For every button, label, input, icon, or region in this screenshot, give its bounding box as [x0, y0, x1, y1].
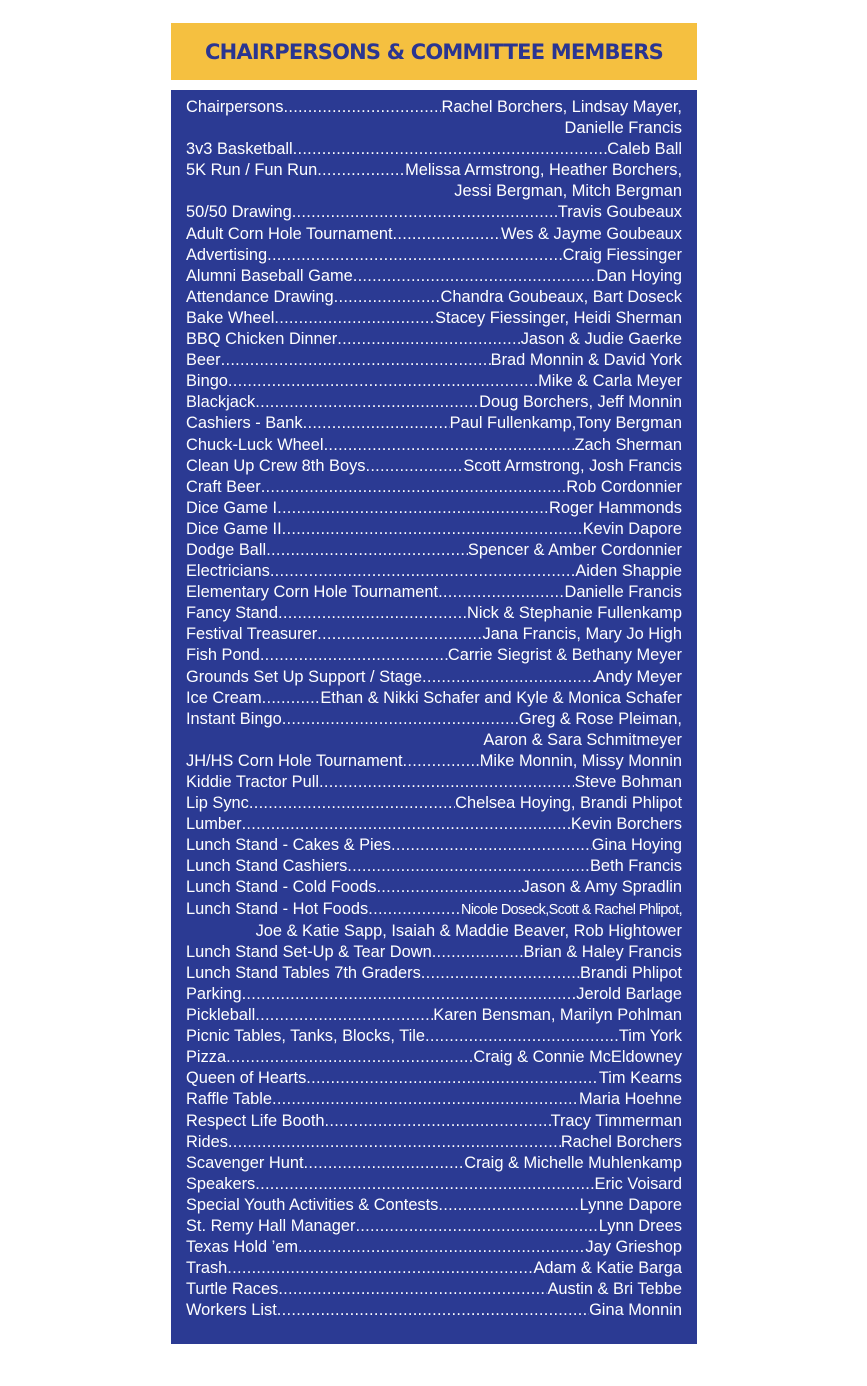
entry-line — [186, 603, 682, 624]
dot-leader — [242, 814, 571, 835]
committee-members: Dan Hoying — [596, 266, 682, 285]
committee-members: Kevin Dapore — [582, 519, 682, 538]
committee-members: Gina Hoying — [591, 836, 682, 855]
committee-members: Melissa Armstrong, Heather Borchers, — [405, 161, 682, 180]
entry-line — [186, 667, 682, 688]
committee-members: Caleb Ball — [607, 140, 682, 159]
committee-role: Kiddie Tractor Pull — [186, 773, 320, 791]
committee-list — [171, 90, 697, 1344]
committee-role: Ice Cream — [186, 688, 262, 707]
entry-line — [186, 688, 682, 709]
committee-entry — [186, 645, 682, 666]
entry-line — [186, 1005, 682, 1026]
entry-line — [186, 413, 682, 434]
entry-line — [186, 835, 682, 856]
committee-entry — [186, 97, 682, 139]
committee-entry — [186, 435, 682, 456]
committee-role: Scavenger Hunt — [186, 1153, 304, 1172]
committee-entry — [186, 709, 682, 751]
committee-entry — [186, 1132, 682, 1153]
dot-leader — [303, 413, 450, 434]
committee-role: Lunch Stand Cashiers — [186, 857, 348, 876]
committee-entry — [186, 413, 682, 434]
entry-line — [186, 1153, 682, 1174]
committee-members: Kevin Borchers — [570, 815, 682, 834]
committee-members: Paul Fullenkamp,Tony Bergman — [449, 414, 682, 433]
entry-line — [186, 1258, 682, 1279]
committee-role: Attendance Drawing — [186, 287, 334, 306]
entry-line — [186, 456, 682, 477]
committee-members: Wes & Jayme Goubeaux — [501, 224, 682, 243]
entry-line — [186, 561, 682, 582]
entry-line — [186, 1300, 682, 1321]
entry-line — [186, 624, 682, 645]
committee-members: Rob Cordonnier — [566, 477, 682, 496]
dot-leader — [292, 202, 558, 223]
entry-line — [186, 1237, 682, 1258]
entry-line — [186, 1132, 682, 1153]
dot-leader — [293, 139, 608, 160]
dot-leader — [317, 160, 405, 181]
committee-role: Pickleball — [186, 1006, 256, 1025]
entry-line — [186, 1047, 682, 1068]
committee-members: Tracy Timmerman — [550, 1111, 682, 1130]
committee-role: Chuck-Luck Wheel — [186, 435, 324, 454]
entry-line — [186, 1111, 682, 1132]
dot-leader — [393, 224, 501, 245]
entry-line — [186, 287, 682, 308]
committee-members: Lynn Drees — [598, 1216, 682, 1235]
committee-entry — [186, 1279, 682, 1300]
dot-leader — [282, 709, 519, 730]
dot-leader — [368, 899, 461, 920]
committee-role: Festival Treasurer — [186, 625, 318, 644]
dot-leader — [317, 624, 482, 645]
committee-members: Austin & Bri Tebbe — [547, 1280, 682, 1299]
committee-role: Lip Sync — [186, 794, 249, 813]
committee-role: Fancy Stand — [186, 604, 279, 623]
committee-role: Clean Up Crew 8th Boys — [186, 456, 366, 475]
dot-leader — [226, 1047, 473, 1068]
committee-role: Turtle Races — [186, 1280, 279, 1299]
dot-leader — [255, 1174, 594, 1195]
committee-entry — [186, 1258, 682, 1279]
dot-leader — [347, 856, 590, 877]
entry-line — [186, 519, 682, 540]
dot-leader — [228, 371, 538, 392]
committee-role: St. Remy Hall Manager — [186, 1216, 356, 1235]
committee-entry — [186, 1111, 682, 1132]
entry-line — [186, 308, 682, 329]
committee-members: Tim Kearns — [598, 1069, 682, 1088]
committee-role: Elementary Corn Hole Tournament — [186, 583, 439, 602]
dot-leader — [319, 772, 574, 793]
committee-role: Raffle Table — [186, 1090, 272, 1109]
entry-line — [186, 772, 682, 793]
committee-members: Greg & Rose Pleiman, — [518, 709, 682, 728]
dot-leader — [277, 498, 549, 519]
committee-role: Lunch Stand Set-Up & Tear Down — [186, 942, 432, 961]
committee-role: Speakers — [186, 1174, 256, 1193]
entry-line — [186, 329, 682, 350]
dot-leader — [266, 540, 468, 561]
entry-line — [186, 856, 682, 877]
dot-leader — [425, 1026, 619, 1047]
committee-role: 5K Run / Fun Run — [186, 161, 318, 180]
committee-members: Eric Voisard — [594, 1174, 682, 1193]
committee-entry — [186, 624, 682, 645]
committee-entry — [186, 984, 682, 1005]
dot-leader — [261, 477, 567, 498]
entry-line — [186, 942, 682, 963]
committee-members: Roger Hammonds — [549, 498, 682, 517]
committee-role: Blackjack — [186, 393, 256, 412]
committee-entry — [186, 160, 682, 202]
committee-entry — [186, 392, 682, 413]
dot-leader — [298, 1237, 585, 1258]
dot-leader — [270, 561, 576, 582]
committee-entry — [186, 540, 682, 561]
committee-entry — [186, 1026, 682, 1047]
committee-members: Jerold Barlage — [576, 984, 682, 1003]
committee-entry — [186, 1005, 682, 1026]
dot-leader — [260, 645, 448, 666]
committee-role: Beer — [186, 351, 221, 370]
committee-role: Grounds Set Up Support / Stage — [186, 667, 422, 686]
entry-line — [186, 1216, 682, 1237]
committee-role: Lunch Stand - Cakes & Pies — [186, 836, 391, 855]
committee-members: Mike Monnin, Missy Monnin — [479, 751, 682, 770]
entry-line — [186, 1279, 682, 1300]
committee-members: Chelsea Hoying, Brandi Phlipot — [455, 794, 682, 813]
dot-leader — [242, 984, 577, 1005]
committee-entry — [186, 350, 682, 371]
committee-role: Lunch Stand - Cold Foods — [186, 878, 377, 897]
committee-role: Rides — [186, 1132, 228, 1151]
committee-entry — [186, 266, 682, 287]
entry-line — [186, 877, 682, 898]
committee-role: Electricians — [186, 562, 270, 581]
committee-entry — [186, 308, 682, 329]
committee-members: Ethan & Nikki Schafer and Kyle & Monica Schafer — [320, 688, 682, 707]
entry-line — [186, 97, 682, 118]
committee-role: Respect Life Booth — [186, 1111, 325, 1130]
entry-line — [186, 814, 682, 835]
dot-leader — [376, 877, 521, 898]
committee-entry — [186, 477, 682, 498]
committee-entry — [186, 793, 682, 814]
committee-role: Workers List — [186, 1301, 277, 1320]
committee-entry — [186, 1300, 682, 1321]
dot-leader — [403, 751, 480, 772]
dot-leader — [304, 1153, 465, 1174]
committee-members: Jay Grieshop — [585, 1238, 682, 1257]
committee-members: Rachel Borchers, Lindsay Mayer, — [441, 98, 682, 116]
dot-leader — [262, 688, 321, 709]
committee-members: Jason & Judie Gaerke — [520, 330, 682, 349]
dot-leader — [277, 1300, 589, 1321]
committee-members: Doug Borchers, Jeff Monnin — [479, 393, 682, 412]
header-banner — [171, 23, 697, 80]
dot-leader — [422, 667, 595, 688]
committee-role: Fish Pond — [186, 646, 260, 665]
committee-entry — [186, 856, 682, 877]
committee-role: 3v3 Basketball — [186, 140, 293, 159]
committee-role: Alumni Baseball Game — [186, 266, 353, 285]
committee-members: Rachel Borchers — [560, 1132, 682, 1151]
dot-leader — [255, 392, 479, 413]
committee-entry — [186, 202, 682, 223]
entry-line — [186, 202, 682, 223]
dot-leader — [421, 963, 580, 984]
committee-entry — [186, 561, 682, 582]
committee-entry — [186, 835, 682, 856]
entry-line — [186, 751, 682, 772]
dot-leader — [334, 287, 441, 308]
committee-members-continued: Joe & Katie Sapp, Isaiah & Maddie Beaver, Rob Hightower — [255, 921, 682, 940]
dot-leader — [353, 266, 597, 287]
committee-role: Craft Beer — [186, 477, 261, 496]
entry-line — [186, 1068, 682, 1089]
entry-line — [186, 1026, 682, 1047]
committee-entry — [186, 224, 682, 245]
committee-entry — [186, 1047, 682, 1068]
committee-members: Jason & Amy Spradlin — [521, 878, 682, 897]
committee-entry — [186, 582, 682, 603]
committee-role: Lunch Stand Tables 7th Graders — [186, 963, 421, 982]
committee-entry — [186, 519, 682, 540]
committee-members: Lynne Dapore — [579, 1195, 682, 1214]
committee-entry — [186, 877, 682, 898]
committee-members: Adam & Katie Barga — [533, 1259, 682, 1278]
dot-leader — [325, 1111, 551, 1132]
entry-line — [186, 139, 682, 160]
dot-leader — [278, 603, 467, 624]
committee-members: Chandra Goubeaux, Bart Doseck — [440, 287, 682, 306]
entry-line — [186, 582, 682, 603]
committee-entry — [186, 1153, 682, 1174]
committee-role: Texas Hold ’em — [186, 1238, 299, 1257]
committee-role: Advertising — [186, 245, 268, 264]
committee-role: Cashiers - Bank — [186, 414, 303, 433]
entry-line — [186, 1174, 682, 1195]
entry-line — [186, 1195, 682, 1216]
committee-role: BBQ Chicken Dinner — [186, 330, 338, 349]
entry-line — [186, 1089, 682, 1110]
committee-members: Spencer & Amber Cordonnier — [467, 540, 682, 559]
committee-role: Bake Wheel — [186, 308, 275, 327]
committee-members: Gina Monnin — [589, 1301, 682, 1320]
committee-role: Dice Game I — [186, 498, 278, 517]
dot-leader — [283, 97, 441, 118]
committee-members: Nick & Stephanie Fullenkamp — [466, 604, 682, 623]
committee-entry — [186, 688, 682, 709]
committee-role: Pizza — [186, 1048, 227, 1067]
committee-members: Craig & Michelle Muhlenkamp — [464, 1153, 682, 1172]
committee-entry — [186, 899, 682, 942]
committee-role: Picnic Tables, Tanks, Blocks, Tile — [186, 1027, 425, 1046]
entry-line — [186, 709, 682, 730]
committee-members: Maria Hoehne — [579, 1090, 682, 1109]
committee-members: Zach Sherman — [574, 435, 682, 454]
page-title: CHAIRPERSONS & COMMITTEE MEMBERS — [205, 39, 663, 64]
dot-leader — [365, 456, 463, 477]
committee-members: Nicole Doseck,Scott & Rachel Phlipot, — [461, 901, 682, 918]
committee-members: Carrie Siegrist & Bethany Meyer — [447, 646, 682, 665]
committee-role: Parking — [186, 984, 242, 1003]
dot-leader — [272, 1089, 579, 1110]
dot-leader — [221, 350, 491, 371]
committee-role: Instant Bingo — [186, 709, 282, 728]
committee-entry — [186, 1237, 682, 1258]
committee-entry — [186, 371, 682, 392]
committee-entry — [186, 942, 682, 963]
dot-leader — [391, 835, 592, 856]
committee-entry — [186, 245, 682, 266]
dot-leader — [255, 1005, 433, 1026]
committee-members: Danielle Francis — [564, 583, 682, 602]
entry-line — [186, 645, 682, 666]
dot-leader — [324, 435, 575, 456]
committee-members: Mike & Carla Meyer — [538, 372, 682, 391]
entry-line — [186, 350, 682, 371]
committee-entry — [186, 1068, 682, 1089]
entry-line — [186, 498, 682, 519]
dot-leader — [267, 245, 563, 266]
committee-members: Travis Goubeaux — [557, 203, 682, 222]
committee-entry — [186, 1089, 682, 1110]
committee-entry — [186, 139, 682, 160]
committee-role: Lumber — [186, 815, 242, 834]
dot-leader — [337, 329, 521, 350]
committee-entry — [186, 772, 682, 793]
committee-entry — [186, 667, 682, 688]
entry-line — [186, 266, 682, 287]
committee-members: Tim York — [618, 1027, 682, 1046]
committee-entry — [186, 287, 682, 308]
dot-leader — [249, 793, 455, 814]
committee-role: Trash — [186, 1259, 228, 1278]
dot-leader — [282, 519, 583, 540]
committee-members: Scott Armstrong, Josh Francis — [463, 456, 682, 475]
committee-role: JH/HS Corn Hole Tournament — [186, 751, 403, 770]
committee-role: Lunch Stand - Hot Foods — [186, 899, 369, 918]
dot-leader — [355, 1216, 598, 1237]
entry-line — [186, 899, 682, 921]
entry-line — [186, 477, 682, 498]
committee-entry — [186, 498, 682, 519]
committee-members: Andy Meyer — [594, 667, 682, 686]
dot-leader — [227, 1258, 533, 1279]
entry-line — [186, 963, 682, 984]
committee-role: Chairpersons — [186, 98, 284, 116]
committee-role: Dodge Ball — [186, 540, 267, 559]
entry-line — [186, 371, 682, 392]
entry-line — [186, 435, 682, 456]
committee-entry — [186, 1195, 682, 1216]
committee-role: Adult Corn Hole Tournament — [186, 224, 393, 243]
committee-entry — [186, 603, 682, 624]
dot-leader — [438, 1195, 579, 1216]
committee-entry — [186, 751, 682, 772]
dot-leader — [274, 308, 435, 329]
dot-leader — [278, 1279, 547, 1300]
entry-line — [186, 392, 682, 413]
committee-members: Stacey Fiessinger, Heidi Sherman — [435, 308, 682, 327]
committee-members-continued: Danielle Francis — [564, 119, 682, 138]
entry-line — [186, 160, 682, 181]
committee-members: Brandi Phlipot — [579, 963, 682, 982]
dot-leader — [438, 582, 564, 603]
committee-entry — [186, 329, 682, 350]
committee-entry — [186, 456, 682, 477]
committee-entry — [186, 963, 682, 984]
committee-members: Brad Monnin & David York — [490, 351, 682, 370]
entry-line — [186, 984, 682, 1005]
dot-leader — [432, 942, 524, 963]
entry-line — [186, 793, 682, 814]
entry-line — [186, 540, 682, 561]
committee-members: Craig & Connie McEldowney — [473, 1048, 682, 1067]
committee-members: Beth Francis — [589, 857, 682, 876]
committee-members: Craig Fiessinger — [562, 245, 682, 264]
committee-entry — [186, 1174, 682, 1195]
committee-entry — [186, 1216, 682, 1237]
committee-members: Brian & Haley Francis — [523, 942, 682, 961]
committee-entry — [186, 814, 682, 835]
committee-members-continued: Aaron & Sara Schmitmeyer — [483, 730, 682, 749]
dot-leader — [228, 1132, 561, 1153]
committee-members: Steve Bohman — [574, 773, 682, 791]
committee-role: Dice Game II — [186, 519, 282, 538]
committee-role: Special Youth Activities & Contests — [186, 1195, 439, 1214]
committee-role: 50/50 Drawing — [186, 203, 292, 222]
committee-members: Karen Bensman, Marilyn Pohlman — [433, 1006, 682, 1025]
entry-line — [186, 224, 682, 245]
entry-line — [186, 245, 682, 266]
committee-members-continued: Jessi Bergman, Mitch Bergman — [454, 182, 682, 201]
committee-role: Bingo — [186, 372, 228, 391]
dot-leader — [306, 1068, 599, 1089]
committee-members: Jana Francis, Mary Jo High — [482, 625, 682, 644]
committee-members: Aiden Shappie — [575, 562, 682, 581]
committee-role: Queen of Hearts — [186, 1069, 307, 1088]
